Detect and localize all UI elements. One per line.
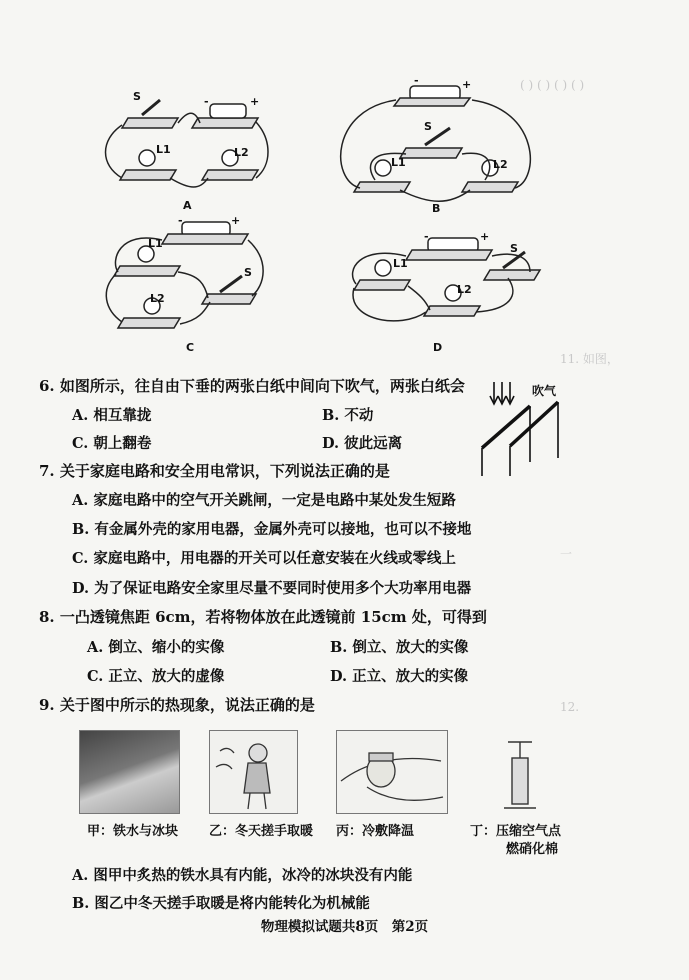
page-footer: 物理模拟试题共8页 第2页 (260, 919, 429, 935)
question-7-stem: 7. 关于家庭电路和安全用电常识，下列说法正确的是 (39, 462, 390, 480)
question-9-option-b: B. 图乙中冬天搓手取暖是将内能转化为机械能 (72, 895, 370, 912)
question-7-option-c: C. 家庭电路中，用电器的开关可以任意安装在火线或零线上 (72, 550, 456, 567)
image-cold-compress (336, 730, 448, 814)
image-molten-iron-ice (79, 730, 180, 814)
question-7-option-b: B. 有金属外壳的家用电器，金属外壳可以接地，也可以不接地 (72, 521, 472, 538)
label-a: A (183, 199, 192, 212)
question-6-option-d: D. 彼此远离 (322, 435, 403, 452)
question-8-stem: 8. 一凸透镜焦距 6cm，若将物体放在此透镜前 15cm 处，可得到 (39, 608, 487, 626)
label-b: B (432, 202, 441, 215)
question-8-option-b: B. 倒立、放大的实像 (330, 639, 469, 656)
label-plus-c: + (231, 214, 241, 227)
label-l1-b: L1 (391, 156, 406, 169)
caption-jia: 甲：铁水与冰块 (87, 824, 179, 839)
label-plus-b: + (462, 78, 472, 91)
caption-ding-line2: 燃硝化棉 (506, 842, 559, 857)
label-l1-c: L1 (148, 237, 163, 250)
question-6-option-b: B. 不动 (322, 407, 374, 424)
image-rubbing-hands (209, 730, 298, 814)
label-l2-a: L2 (234, 146, 249, 159)
question-6-option-c: C. 朝上翻卷 (72, 435, 152, 452)
question-9-stem: 9. 关于图中所示的热现象，说法正确的是 (39, 696, 315, 714)
question-6-option-a: A. 相互靠拢 (72, 407, 152, 424)
question-6-stem: 6. 如图所示，往自由下垂的两张白纸中间向下吹气，两张白纸会 (39, 377, 465, 395)
label-plus-d: + (480, 230, 490, 243)
image-compress-air (500, 738, 540, 814)
caption-ding-line1: 丁：压缩空气点 (470, 824, 562, 839)
label-s-c: S (244, 266, 252, 279)
label-c: C (186, 341, 195, 354)
question-9-option-a: A. 图甲中炙热的铁水具有内能，冰冷的冰块没有内能 (72, 867, 413, 884)
label-d: D (433, 341, 443, 354)
question-8-option-c: C. 正立、放大的虚像 (87, 668, 225, 685)
label-l2-d: L2 (457, 283, 472, 296)
caption-yi: 乙：冬天搓手取暖 (209, 824, 314, 839)
caption-bing: 丙：冷敷降温 (336, 824, 415, 839)
question-8-option-a: A. 倒立、缩小的实像 (87, 639, 225, 656)
label-l2-c: L2 (150, 292, 165, 305)
label-minus-b: - (414, 74, 419, 87)
label-l1-a: L1 (156, 143, 171, 156)
circuit-diagram-a (0, 0, 689, 360)
question-7-option-a: A. 家庭电路中的空气开关跳闸，一定是电路中某处发生短路 (72, 492, 456, 509)
label-s-a: S (133, 90, 141, 103)
label-s-d: S (510, 242, 518, 255)
label-minus-a: - (204, 95, 209, 108)
label-plus-a: + (250, 95, 260, 108)
question-8-option-d: D. 正立、放大的实像 (330, 668, 469, 685)
label-l1-d: L1 (393, 257, 408, 270)
label-minus-d: - (424, 230, 429, 243)
blow-air-label: 吹气 (532, 384, 557, 398)
label-s-b: S (424, 120, 432, 133)
label-l2-b: L2 (493, 158, 508, 171)
question-7-option-d: D. 为了保证电路安全家里尽量不要同时使用多个大功率用电器 (72, 580, 472, 597)
label-minus-c: - (178, 214, 183, 227)
